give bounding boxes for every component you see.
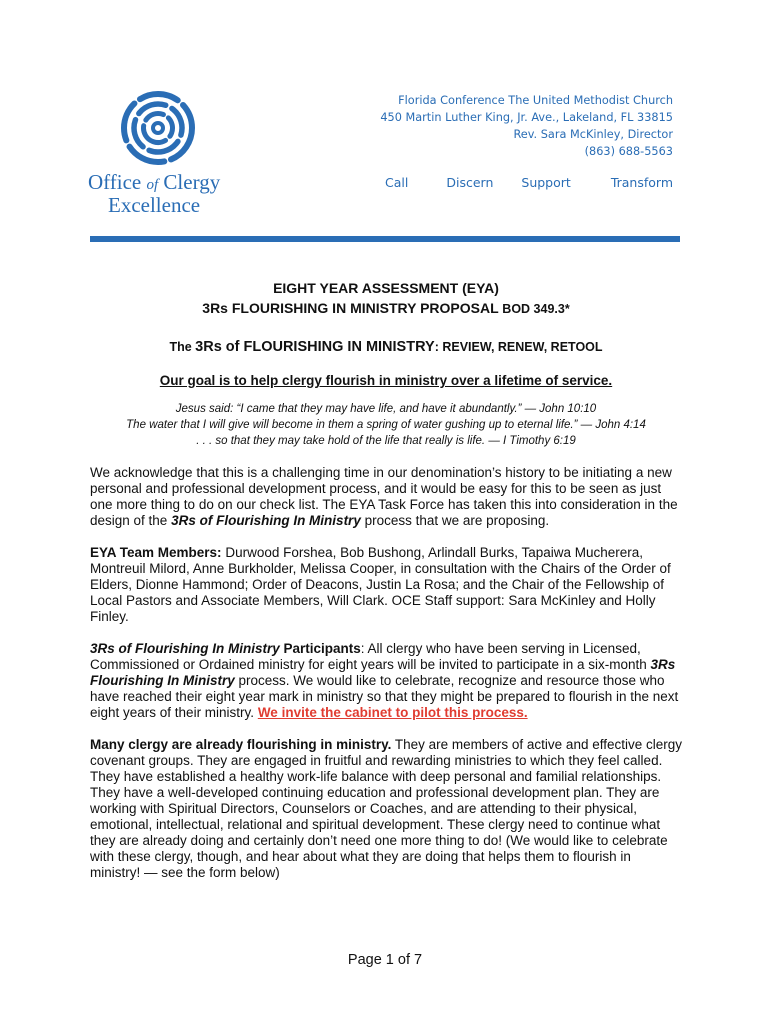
goal-statement: Our goal is to help clergy flourish in ministry over a lifetime of service. — [159, 373, 613, 388]
address-line-1: Florida Conference The United Methodist Church — [398, 94, 673, 107]
header-divider — [90, 236, 680, 242]
team-members-paragraph — [90, 545, 682, 625]
subtitle-review-renew-retool: : REVIEW, RENEW, RETOOL — [434, 340, 603, 354]
address-phone: (863) 688-5563 — [584, 145, 673, 158]
concentric-circles-logo-icon — [120, 90, 196, 166]
logo-word-excellence: Excellence — [108, 193, 201, 217]
participants-label-italic: 3Rs of Flourishing In Ministry — [90, 641, 280, 656]
tagline-support: Support — [521, 175, 571, 190]
logo-word-clergy: Clergy — [163, 170, 221, 194]
intro-3rs-emphasis: 3Rs of Flourishing In Ministry — [171, 513, 361, 528]
tagline-transform: Transform — [610, 175, 673, 190]
flourishing-paragraph — [90, 737, 682, 881]
document-title — [90, 278, 682, 319]
letterhead-address — [380, 92, 673, 160]
office-of-clergy-excellence-logo — [88, 90, 228, 215]
logo-text — [88, 172, 228, 215]
address-line-2: 450 Martin Luther King, Jr. Ave., Lakeland, FL 33815 — [380, 111, 673, 124]
subtitle-the: The — [169, 340, 196, 354]
intro-text: We acknowledge that this is a challenging time in our denomination’s history to be initiating a new personal and professional development process, and it would be easy for this to be seen as just one more thing to do on our check list. The EYA Task Force has taken this into consideration in the design of the — [90, 465, 678, 528]
logo-word-office: Office — [88, 170, 142, 194]
quote-john-10-10: Jesus said: “I came that they may have life, and have it abundantly.” — John 10:10 — [175, 403, 597, 415]
document-subtitle — [90, 339, 682, 355]
team-members-label: EYA Team Members: — [90, 545, 222, 560]
participants-paragraph — [90, 641, 682, 721]
quote-timothy-6-19: . . . so that they may take hold of the life that really is life. — I Timothy 6:19 — [196, 435, 576, 447]
participants-text-2: process. We would like to celebrate, recognize and resource those who have reached their eight year mark in ministry so that they might be prepared to flourish in the next eight years of their ministry. — [90, 673, 679, 720]
team-members-list: Durwood Forshea, Bob Bushong, Arlindall Burks, Tapaiwa Mucherera, Montreuil Milord, Anne Burkholder, Melissa Cooper, in consultation with the Chairs of the Order of Elders, Dionne Hammond; Order of Deacons, Justin La Rosa; and the Chair of the Fellowship of Local Pastors and Associate Members, Will Clark. OCE Staff support: Sara McKinley and Holly Finley. — [90, 545, 671, 624]
page-number: Page 1 of 7 — [347, 952, 423, 968]
tagline-call: Call — [385, 175, 409, 190]
logo-word-of: of — [146, 177, 159, 193]
subtitle-main: 3Rs of FLOURISHING IN MINISTRY — [195, 339, 435, 355]
address-line-3: Rev. Sara McKinley, Director — [513, 128, 673, 141]
document-body — [90, 278, 682, 881]
intro-text-end: process that we are proposing. — [360, 513, 550, 528]
title-bod-reference: BOD 349.3* — [502, 302, 570, 316]
participants-label: Participants — [279, 641, 361, 656]
letterhead-tagline — [385, 175, 673, 190]
title-line-1: EIGHT YEAR ASSESSMENT (EYA) — [273, 280, 499, 296]
tagline-discern: Discern — [446, 175, 494, 190]
title-line-2: 3Rs FLOURISHING IN MINISTRY PROPOSAL — [202, 300, 499, 316]
participants-text: : All clergy who have been serving in Licensed, Commissioned or Ordained ministry for eight years will be invited to participate in a six-month — [90, 641, 651, 672]
intro-paragraph — [90, 465, 682, 529]
quote-john-4-14: The water that I will give will become in them a spring of water gushing up to eternal life.” — John 4:14 — [126, 419, 646, 431]
flourishing-lead: Many clergy are already flourishing in ministry. — [90, 737, 392, 752]
flourishing-text: They are members of active and effective clergy covenant groups. They are engaged in fruitful and rewarding ministries to which they feel called. They have established a healthy work-life balance with deep personal and familial relationships. They have a well-developed continuing education and professional development plan. They are working with Spiritual Directors, Counselors or Coaches, and are attending to their physical, emotional, intellectual, relational and spiritual development. These clergy need to continue what they are already doing and certainly don’t need one more thing to do! (We would like to celebrate with these clergy, though, and hear about what they are doing that helps them to flourish in ministry! — see the form below) — [90, 737, 682, 880]
scripture-quotes — [80, 401, 692, 449]
cabinet-pilot-invitation: We invite the cabinet to pilot this process. — [257, 705, 528, 720]
participants-process-name: 3Rs Flourishing In Ministry — [90, 657, 676, 688]
